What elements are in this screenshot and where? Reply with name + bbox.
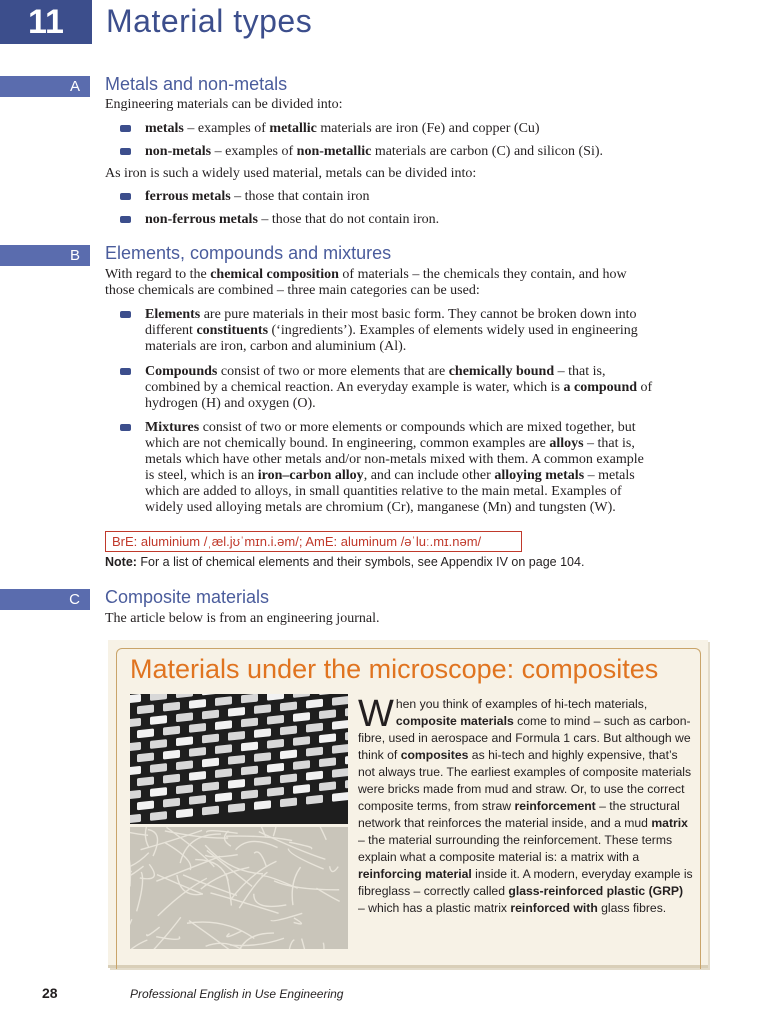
bullet-icon [120,368,131,375]
page-number: 28 [42,985,58,1001]
bullet-icon [120,125,131,132]
bullet-icon [120,148,131,155]
section-a-intro: Engineering materials can be divided into: [105,97,343,112]
list-item: Mixtures consist of two or more elements or compounds which are mixed together, but which are not chemically bound. In engineering, common examples are alloys – that is, metals which have other metals and/or non-metals mixed with them. A common example is steel, which is an iron–carbon alloy, and can include other alloying metals – metals which are added to alloys, in small quantities relative to the main metal. Examples of widely used alloying metals are chromium (Cr), manganese (Mn) and tungsten (W). [120,420,705,516]
list-item: non-metals – examples of non-metallic materials are carbon (C) and silicon (Si). [120,144,705,160]
section-b-intro: With regard to the chemical composition of materials – the chemicals they contain, and how those chemicals are combined – three main categories can be used: [105,267,627,298]
bullet-icon [120,424,131,431]
section-c-intro: The article below is from an engineering journal. [105,611,380,626]
carbon-fibre-image [130,694,348,824]
article-title: Materials under the microscope: composites [130,654,659,684]
bullet-icon [120,216,131,223]
unit-number: 11 [0,0,92,44]
page-title: Material types [106,3,313,39]
article-box [108,640,708,968]
drop-cap: W [358,693,394,735]
article-body: W hen you think of examples of hi-tech materials, composite materials come to mind – such as carbon-fibre, used in aerospace and Formula 1 cars. But although we think of composites as hi-tech and highly expensive, that’s not always true. The earliest examples of composite materials were bricks made from mud and straw. Or, to use the correct composite terms, from straw reinforcement – the structural network that reinforces the material inside, and a mud matrix – the material surrounding the reinforcement. These terms explain what a composite material is: a matrix with a reinforcing material inside it. A modern, everyday example is fibreglass – correctly called glass-reinforced plastic (GRP) – which has a plastic matrix reinforced with glass fibres. [358,693,693,915]
list-item: ferrous metals – those that contain iron [120,189,705,205]
section-c-tab: C [0,589,90,610]
list-item: Compounds consist of two or more elements that are chemically bound – that is, combined by a chemical reaction. An everyday example is water, which is a compound of hydrogen (H) and oxygen (O). [120,364,705,412]
note: Note: For a list of chemical elements and their symbols, see Appendix IV on page 104. [105,555,585,569]
list-item: metals – examples of metallic materials are iron (Fe) and copper (Cu) [120,121,705,137]
book-title: Professional English in Use Engineering [130,987,344,1001]
section-b-heading: Elements, compounds and mixtures [105,243,392,263]
list-item: non-ferrous metals – those that do not contain iron. [120,212,705,228]
section-b-tab: B [0,245,90,266]
section-a-heading: Metals and non-metals [105,74,288,94]
bullet-icon [120,311,131,318]
bullet-icon [120,193,131,200]
glass-fibre-image [130,827,348,949]
pronunciation-box: BrE: aluminium /ˌæl.jʊˈmɪn.i.əm/; AmE: aluminum /əˈluː.mɪ.nəm/ [105,531,522,552]
section-a-intro2: As iron is such a widely used material, metals can be divided into: [105,166,477,181]
section-a-tab: A [0,76,90,97]
section-c-heading: Composite materials [105,587,270,607]
list-item: Elements are pure materials in their most basic form. They cannot be broken down into different constituents (‘ingredients’). Examples of elements widely used in engineering materials are iron, carbon and aluminium (Al). [120,307,705,355]
